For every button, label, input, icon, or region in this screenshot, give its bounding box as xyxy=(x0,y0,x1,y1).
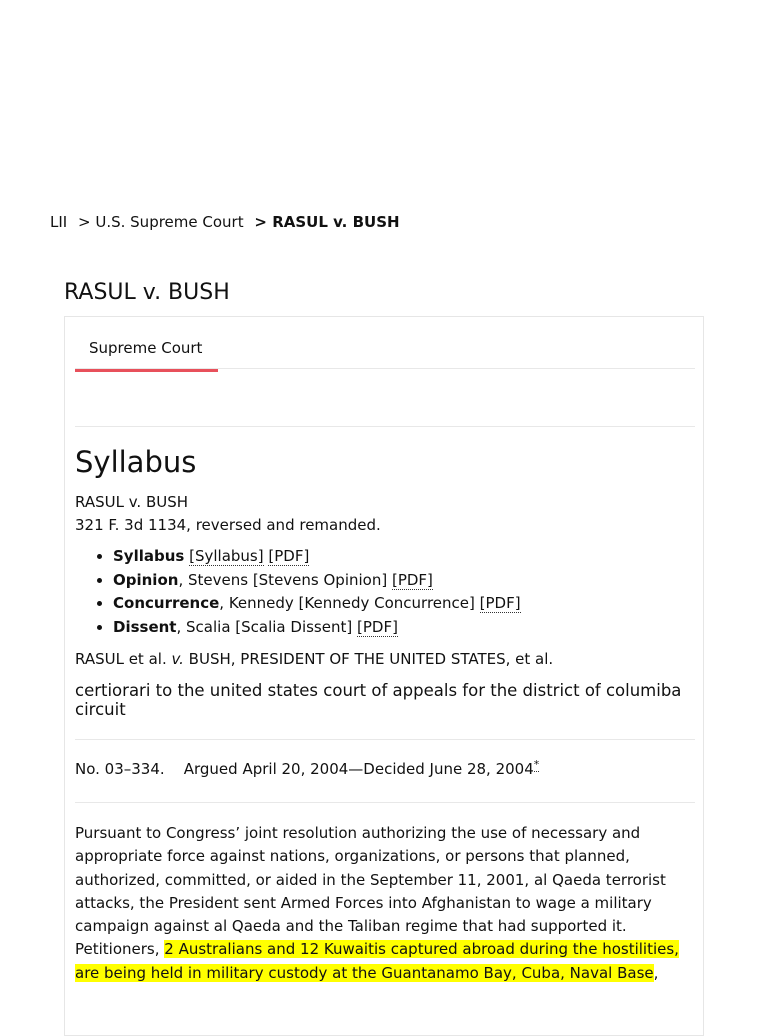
opinion-link-label: [Stevens Opinion] xyxy=(252,570,388,589)
syllabus-body xyxy=(75,822,695,985)
breadcrumb-supreme-court-link[interactable]: U.S. Supreme Court xyxy=(95,213,244,231)
syllabus-citation: 321 F. 3d 1134, reversed and remanded. xyxy=(75,516,381,534)
case-card xyxy=(64,316,704,1036)
breadcrumb-separator: > xyxy=(254,213,267,231)
syllabus-link[interactable]: [Syllabus] xyxy=(189,547,264,565)
breadcrumb-separator: > xyxy=(78,213,91,231)
case-parties xyxy=(75,650,695,668)
document-type: Syllabus xyxy=(113,547,185,565)
opinion-pdf-link[interactable]: [PDF] xyxy=(391,570,433,589)
footnote-link[interactable]: * xyxy=(533,758,540,771)
tab-supreme-court[interactable]: Supreme Court xyxy=(89,339,203,357)
versus: v. xyxy=(171,650,184,668)
docket-number: No. 03–334. xyxy=(75,760,165,778)
list-item xyxy=(113,569,693,593)
docket-line xyxy=(75,758,695,778)
argued-decided-dates: Argued April 20, 2004—Decided June 28, 2004 xyxy=(183,760,534,778)
respondent: BUSH, PRESIDENT OF THE UNITED STATES, et al. xyxy=(183,650,554,668)
certiorari-line: certiorari to the united states court of appeals for the district of columiba circuit xyxy=(75,681,682,719)
document-author: , Stevens xyxy=(178,570,253,589)
document-type: Dissent xyxy=(113,617,177,636)
syllabus-heading: Syllabus xyxy=(75,445,197,479)
section-divider xyxy=(75,802,695,803)
breadcrumb-current xyxy=(254,213,399,231)
syllabus-caption xyxy=(75,491,695,537)
page-title: RASUL v. BUSH xyxy=(64,280,230,305)
document-list xyxy=(93,545,693,639)
concurrence-link-label: [Kennedy Concurrence] xyxy=(298,594,475,612)
list-item xyxy=(113,616,693,640)
breadcrumb xyxy=(50,213,400,231)
highlighted-text: 2 Australians and 12 Kuwaitis captured abroad during the hostilities, are being held in military custody at the Guantanamo Bay, Cuba, Naval Base xyxy=(75,940,679,982)
breadcrumb-current-label: RASUL v. BUSH xyxy=(272,213,400,231)
document-type: Opinion xyxy=(113,570,179,589)
petitioner: RASUL et al. xyxy=(75,650,172,668)
document-type: Concurrence xyxy=(113,594,220,612)
tab-divider xyxy=(75,368,695,369)
section-divider xyxy=(75,426,695,427)
body-text: Pursuant to Congress’ joint resolution authorizing the use of necessary and appropriate force against nations, organizations, or persons that planned, authorized, committed, or aided in the September 11, 2001, al Qaeda terrorist attacks, the President sent Armed Forces into Afghanistan to wage a military campaign against al Qaeda and the Taliban regime that had supported it. Petitioners, xyxy=(75,824,666,959)
section-divider xyxy=(75,739,695,740)
dissent-pdf-link[interactable]: [PDF] xyxy=(357,617,398,636)
breadcrumb-lii-link[interactable]: LII xyxy=(50,213,68,231)
syllabus-pdf-link[interactable]: [PDF] xyxy=(268,547,310,565)
dissent-link-label: [Scalia Dissent] xyxy=(235,617,353,636)
body-text-after: , xyxy=(653,963,659,982)
syllabus-case-name: RASUL v. BUSH xyxy=(75,493,189,511)
list-item xyxy=(113,592,693,616)
concurrence-pdf-link[interactable]: [PDF] xyxy=(479,594,521,612)
document-author: , Kennedy xyxy=(219,594,299,612)
list-item xyxy=(113,545,693,569)
document-author: , Scalia xyxy=(176,617,236,636)
